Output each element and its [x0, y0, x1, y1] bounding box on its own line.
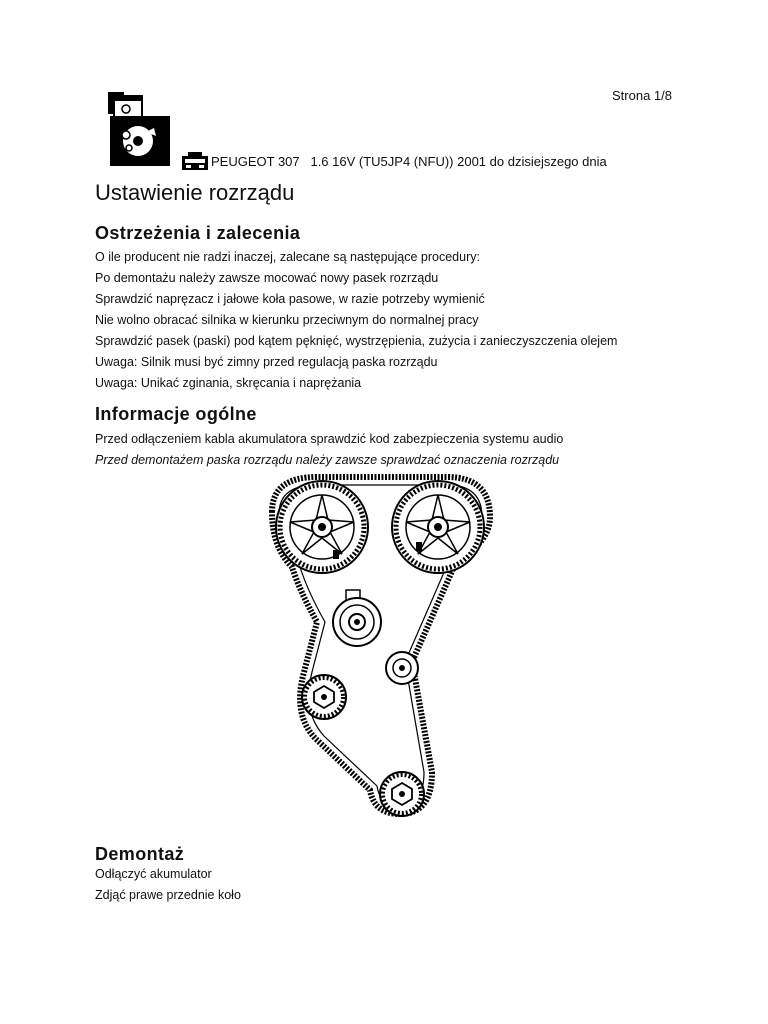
vehicle-description: PEUGEOT 307 1.6 16V (TU5JP4 (NFU)) 2001 do dzisiejszego dnia [211, 153, 607, 169]
list-item: Sprawdzić pasek (paski) pod kątem pęknięć, wystrzępienia, zużycia i zanieczyszczenia olejem [95, 334, 618, 348]
list-item: Odłączyć akumulator [95, 867, 212, 881]
warnings-heading: Ostrzeżenia i zalecenia [95, 223, 301, 243]
list-item: Po demontażu należy zawsze mocować nowy pasek rozrządu [95, 271, 439, 285]
right-camshaft-sprocket [392, 481, 484, 573]
tensioner-pulley [333, 590, 381, 646]
page-title: Ustawienie rozrządu [95, 180, 295, 205]
timing-marks-note: Przed demontażem paska rozrządu należy zawsze sprawdzać oznaczenia rozrządu [95, 453, 560, 467]
list-item: Uwaga: Unikać zginania, skręcania i naprężania [95, 376, 362, 390]
list-item: Nie wolno obracać silnika w kierunku przeciwnym do normalnej pracy [95, 313, 479, 327]
crankshaft-sprocket [380, 772, 424, 816]
left-camshaft-sprocket [276, 481, 368, 573]
list-item: Uwaga: Silnik musi być zimny przed regulacją paska rozrządu [95, 355, 438, 369]
vehicle-line [182, 152, 607, 170]
warnings-list [95, 247, 617, 394]
removal-heading: Demontaż [95, 844, 185, 864]
list-item: Sprawdzić napręzacz i jałowe koła pasowe, w razie potrzeby wymienić [95, 292, 485, 306]
general-heading: Informacje ogólne [95, 404, 257, 424]
idler-pulley [386, 652, 418, 684]
water-pump-sprocket [302, 675, 346, 719]
list-item: Zdjąć prawe przednie koło [95, 888, 241, 902]
timing-belt-diagram [262, 472, 498, 822]
removal-list [95, 864, 241, 906]
car-icon [182, 152, 208, 170]
general-list [95, 429, 563, 471]
list-item: Przed odłączeniem kabla akumulatora sprawdzić kod zabezpieczenia systemu audio [95, 432, 564, 446]
list-item: O ile producent nie radzi inaczej, zalecane są następujące procedury: [95, 250, 480, 264]
manual-disc-icon [108, 92, 170, 166]
page-number: Strona 1/8 [612, 88, 672, 103]
